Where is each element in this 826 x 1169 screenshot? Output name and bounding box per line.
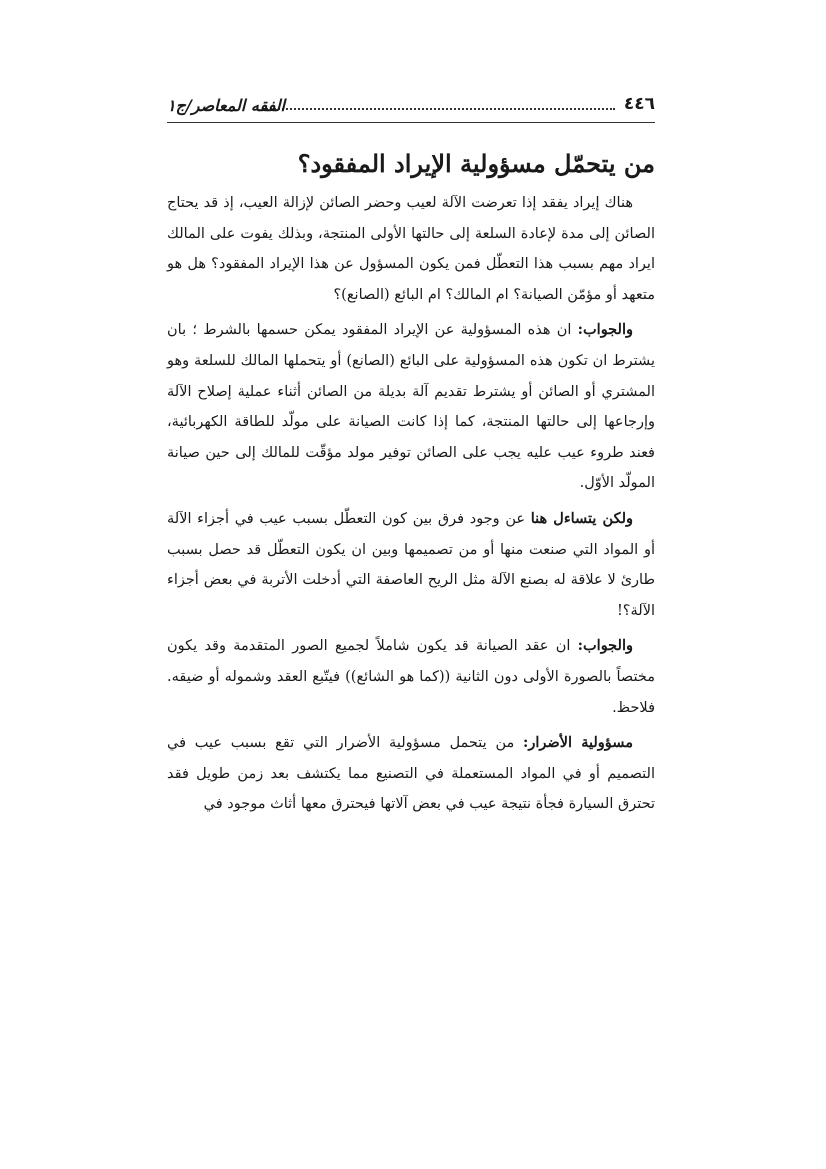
paragraph bbox=[167, 188, 655, 310]
paragraph bbox=[167, 504, 655, 626]
running-header bbox=[167, 93, 655, 123]
paragraph-lead: والجواب: bbox=[577, 321, 633, 339]
running-title: الفقه المعاصر/ج١ bbox=[167, 96, 285, 115]
paragraph-lead: مسؤولية الأضرار: bbox=[523, 734, 633, 752]
paragraph bbox=[167, 728, 655, 820]
page-number: ٤٤٦ bbox=[623, 94, 655, 114]
page-body bbox=[167, 146, 655, 825]
paragraph-lead: والجواب: bbox=[577, 637, 633, 655]
paragraph bbox=[167, 631, 655, 723]
paragraph-text: ان هذه المسؤولية عن الإيراد المفقود يمكن حسمها بالشرط ؛ بان يشترط ان تكون هذه المسؤولية على البائع (الصانع) أو يتحملها المالك للسلعة وهو المشتري أو الصائن أو يشترط تقديم آلة بديلة من الصائن أثناء عملية إصلاح الآلة وإرجاعها إلى حالتها المنتجة، كما إذا كانت الصيانة على مولّد للطاقة الكهربائية، فعند طروء عيب عليه يجب على الصائن توفير مولد مؤقّت للمالك إلى حين صيانة المولّد الأوّل. bbox=[167, 322, 655, 492]
paragraph-text: من يتحمل مسؤولية الأضرار التي تقع بسبب عيب في التصميم أو في المواد المستعملة في التصنيع مما يكتشف بعد زمن طويل فقد تحترق السيارة فجأة نتيجة عيب في بعض آلاتها فيحترق معها أثاث موجود في bbox=[167, 735, 655, 813]
paragraph-text: عن وجود فرق بين كون التعطّل بسبب عيب في أجزاء الآلة أو المواد التي صنعت منها أو من تصميمها وبين ان يكون التعطّل قد حصل بسبب طارئ لا علاقة له بصنع الآلة مثل الريح العاصفة التي أدخلت الأتربة في بعض أجزاء الآلة؟! bbox=[167, 510, 655, 619]
paragraph bbox=[167, 315, 655, 499]
header-rule bbox=[167, 122, 655, 123]
section-title: من يتحمّل مسؤولية الإيراد المفقود؟ bbox=[297, 149, 655, 178]
paragraph-lead: ولكن يتساءل هنا bbox=[530, 509, 633, 527]
dotted-leader bbox=[263, 108, 615, 110]
paragraph-text: هناك إيراد يفقد إذا تعرضت الآلة لعيب وحضر الصائن لإزالة العيب، إذ قد يحتاج الصائن إلى مدة لإعادة السلعة إلى حالتها الأولى المنتجة، وبذلك يفوت على المالك ايراد مهم بسبب هذا التعطّل فمن يكون المسؤول عن هذا الإيراد المفقود؟ هل هو متعهد أو مؤمّن الصيانة؟ ام المالك؟ ام البائع (الصانع)؟ bbox=[167, 195, 655, 303]
paragraph-text: ان عقد الصيانة قد يكون شاملاً لجميع الصور المتقدمة وقد يكون مختصاً بالصورة الأولى دون الثانية ((كما هو الشائع)) فيتّبع العقد وشموله أو ضيقه. فلاحظ. bbox=[167, 638, 655, 716]
